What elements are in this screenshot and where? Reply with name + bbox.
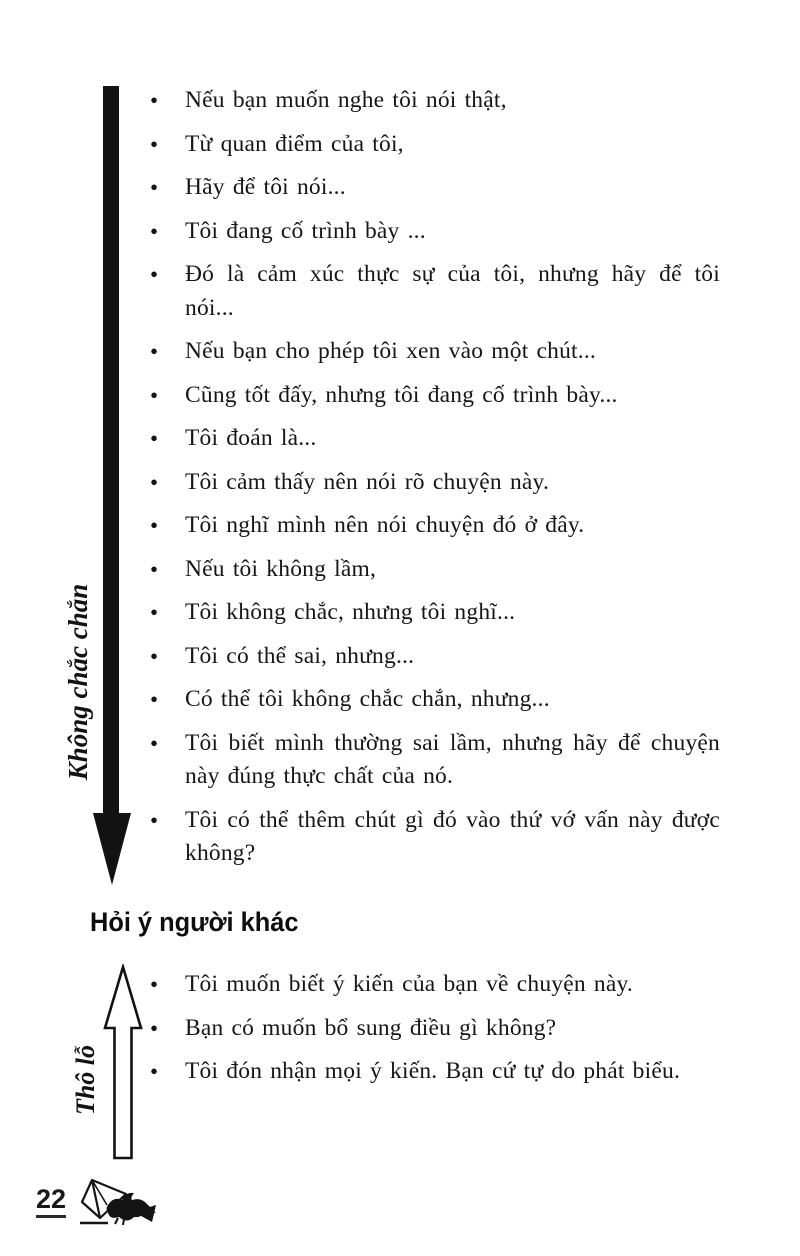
bullet-icon [150, 683, 185, 717]
bullet-icon [150, 596, 185, 630]
list-item [150, 804, 720, 871]
bullet-icon [150, 379, 185, 413]
bullet-icon [150, 466, 185, 500]
list-item-text: Nếu bạn muốn nghe tôi nói thật, [185, 87, 507, 113]
list-item [150, 968, 710, 1002]
bullet-icon [150, 335, 185, 369]
bullet-icon [150, 640, 185, 674]
uncertainty-arrow-down-head-icon [93, 813, 131, 885]
list-item-text: Bạn có muốn bổ sung điều gì không? [185, 1014, 557, 1041]
list-item [150, 171, 720, 205]
list-item-text: Tôi đón nhận mọi ý kiến. Bạn cứ tự do phát biểu. [185, 1058, 681, 1084]
list-item [150, 335, 720, 369]
bullet-icon [150, 171, 185, 205]
list-item [150, 727, 720, 794]
list-item-text: Tôi cảm thấy nên nói rõ chuyện này. [185, 468, 550, 495]
list-item-text: Tôi biết mình thường sai lầm, nhưng hãy để chuyện này đúng thực chất của nó. [185, 729, 720, 789]
section-heading-ask-others: Hỏi ý người khác [90, 907, 299, 937]
list-item [150, 596, 720, 630]
bullet-icon [150, 1012, 185, 1046]
list-item [150, 422, 720, 456]
list-item-text: Tôi có thể thêm chút gì đó vào thứ vớ vấn này được không? [185, 806, 720, 866]
list-item [150, 1012, 710, 1046]
bullet-icon [150, 215, 185, 249]
bullet-icon [150, 258, 185, 292]
list-item-text: Hãy để tôi nói... [185, 174, 346, 200]
page-number: 22 [36, 1184, 66, 1218]
list-item [150, 258, 720, 325]
axis-label-uncertain: Không chắc chắn [63, 583, 93, 781]
bullet-icon [150, 727, 185, 761]
bullet-icon [150, 128, 185, 162]
list-item [150, 509, 720, 543]
list-item [150, 553, 720, 587]
bullet-icon [150, 804, 185, 838]
bullet-icon [150, 553, 185, 587]
list-item-text: Có thể tôi không chắc chắn, nhưng... [185, 686, 550, 712]
list-item [150, 84, 720, 118]
uncertainty-arrow-down-shaft [103, 86, 119, 814]
list-item-text: Đó là cảm xúc thực sự của tôi, nhưng hãy để tôi nói... [185, 261, 720, 321]
list-item-text: Tôi đang cố trình bày ... [185, 217, 426, 244]
bullet-icon [150, 509, 185, 543]
list-item-text: Nếu tôi không lầm, [185, 555, 377, 582]
list-item [150, 683, 720, 717]
list-item-text: Tôi có thể sai, nhưng... [185, 642, 415, 669]
list-item [150, 1055, 710, 1089]
list-item-text: Tôi nghĩ mình nên nói chuyện đó ở đây. [185, 512, 585, 538]
uncertain-phrases-list [150, 84, 720, 871]
rude-arrow-up-icon [101, 964, 145, 1160]
list-item-text: Từ quan điểm của tôi, [185, 130, 404, 157]
axis-label-rude: Thô lỗ [71, 1044, 100, 1116]
list-item-text: Tôi muốn biết ý kiến của bạn về chuyện này. [185, 971, 633, 997]
bullet-icon [150, 84, 185, 118]
list-item [150, 466, 720, 500]
ask-others-phrases-list [150, 968, 710, 1089]
list-item-text: Tôi đoán là... [185, 425, 317, 451]
list-item [150, 128, 720, 162]
list-item-text: Tôi không chắc, nhưng tôi nghĩ... [185, 599, 516, 625]
bullet-icon [150, 968, 185, 1002]
list-item [150, 215, 720, 249]
bullet-icon [150, 422, 185, 456]
bird-dragging-kite-icon [62, 1172, 158, 1232]
list-item [150, 379, 720, 413]
list-item-text: Cũng tốt đấy, nhưng tôi đang cố trình bày... [185, 381, 618, 408]
bullet-icon [150, 1055, 185, 1089]
list-item-text: Nếu bạn cho phép tôi xen vào một chút... [185, 338, 597, 364]
list-item [150, 640, 720, 674]
